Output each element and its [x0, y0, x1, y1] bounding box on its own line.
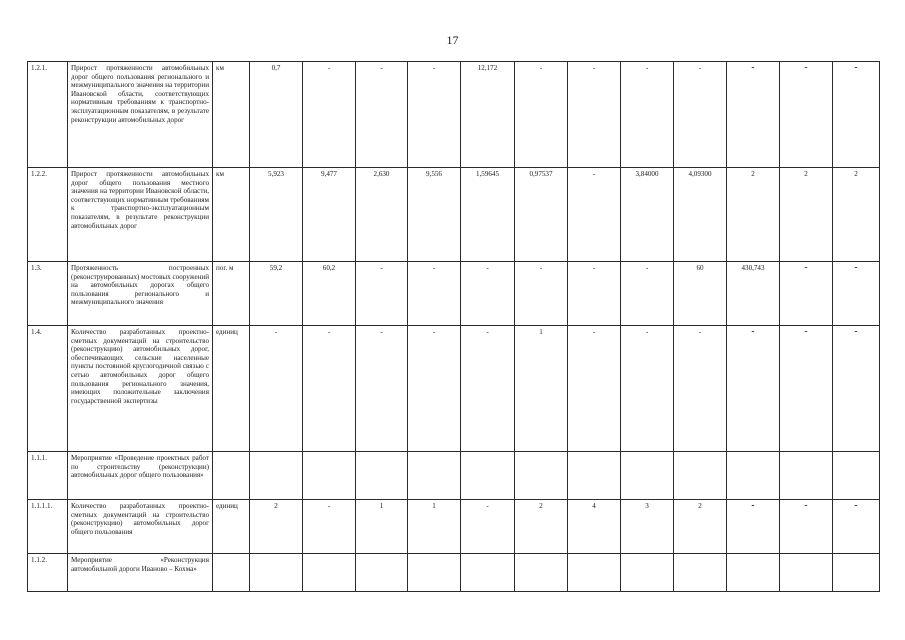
value-cell — [303, 554, 356, 592]
row-number-cell: 1.1.1.1. — [28, 500, 68, 554]
value-cell: 2 — [250, 500, 303, 554]
value-cell — [408, 452, 461, 500]
value-cell: 2 — [780, 168, 833, 262]
value-cell: - — [727, 62, 780, 168]
value-cell: - — [780, 500, 833, 554]
value-cell — [674, 452, 727, 500]
indicator-description-cell: Прирост протяженности автомобильных дорог общего пользования регионального и межмуниципального значения на территории Ивановской области, соответствующих нормативным требованиям к транспортно-эксплуатационным показателям, в результате реконструкции автомобильных дорог — [68, 62, 213, 168]
value-cell: - — [408, 326, 461, 452]
value-cell: 2 — [727, 168, 780, 262]
table-row — [28, 168, 880, 262]
value-cell: - — [356, 62, 408, 168]
value-cell: - — [356, 326, 408, 452]
value-cell: - — [250, 326, 303, 452]
value-cell: - — [833, 500, 880, 554]
value-cell: 4 — [568, 500, 621, 554]
unit-cell: единиц — [213, 326, 250, 452]
value-cell: - — [303, 326, 356, 452]
value-cell: - — [568, 262, 621, 326]
indicator-description-cell: Количество разработанных проектно-сметных документаций на строительство (реконструкцию) автомобильных дорог общего пользования — [68, 500, 213, 554]
indicators-table — [27, 61, 880, 592]
unit-cell — [213, 554, 250, 592]
value-cell: - — [833, 262, 880, 326]
value-cell: - — [621, 326, 674, 452]
indicator-description-cell: Протяженность построенных (реконструированных) мостовых сооружений на автомобильных дорогах общего пользования регионального и межмуниципального значения — [68, 262, 213, 326]
value-cell — [356, 452, 408, 500]
value-cell — [833, 554, 880, 592]
value-cell: 1,59645 — [461, 168, 515, 262]
value-cell: 12,172 — [461, 62, 515, 168]
table-row — [28, 452, 880, 500]
value-cell: - — [674, 326, 727, 452]
value-cell — [250, 452, 303, 500]
value-cell: - — [833, 326, 880, 452]
indicator-description-cell: Количество разработанных проектно-сметных документаций на строительство (реконструкцию) автомобильных дорог, обеспечивающих сельские населенные пункты постоянной круглогодичной связью с сетью автомобильных дорог общего пользования регионального значения, имеющих положительные заключения государственной экспертизы — [68, 326, 213, 452]
value-cell: - — [303, 62, 356, 168]
table-row — [28, 262, 880, 326]
unit-cell — [213, 452, 250, 500]
value-cell: 1 — [356, 500, 408, 554]
value-cell: 9,477 — [303, 168, 356, 262]
table-row — [28, 62, 880, 168]
value-cell — [674, 554, 727, 592]
value-cell: 0,97537 — [515, 168, 568, 262]
value-cell — [780, 554, 833, 592]
value-cell: 2 — [674, 500, 727, 554]
unit-cell: км — [213, 62, 250, 168]
value-cell: - — [568, 326, 621, 452]
value-cell: 2 — [833, 168, 880, 262]
value-cell — [250, 554, 303, 592]
value-cell — [515, 554, 568, 592]
value-cell: - — [727, 326, 780, 452]
value-cell: 430,743 — [727, 262, 780, 326]
row-number-cell: 1.4. — [28, 326, 68, 452]
value-cell: - — [621, 62, 674, 168]
value-cell: 2 — [515, 500, 568, 554]
value-cell — [833, 452, 880, 500]
row-number-cell: 1.1.2. — [28, 554, 68, 592]
value-cell: 60,2 — [303, 262, 356, 326]
value-cell: - — [780, 262, 833, 326]
value-cell: 2,630 — [356, 168, 408, 262]
value-cell — [515, 452, 568, 500]
value-cell: - — [674, 62, 727, 168]
value-cell: - — [408, 262, 461, 326]
page-number: 17 — [446, 33, 459, 47]
value-cell: - — [780, 326, 833, 452]
value-cell: - — [568, 62, 621, 168]
value-cell — [621, 554, 674, 592]
value-cell: - — [303, 500, 356, 554]
value-cell: 59,2 — [250, 262, 303, 326]
row-number-cell: 1.3. — [28, 262, 68, 326]
unit-cell: пог. м — [213, 262, 250, 326]
value-cell: - — [408, 62, 461, 168]
value-cell — [727, 554, 780, 592]
value-cell: - — [515, 62, 568, 168]
value-cell — [461, 452, 515, 500]
value-cell — [461, 554, 515, 592]
value-cell: - — [727, 500, 780, 554]
value-cell — [568, 554, 621, 592]
table-row — [28, 326, 880, 452]
value-cell: - — [621, 262, 674, 326]
value-cell: 0,7 — [250, 62, 303, 168]
value-cell — [727, 452, 780, 500]
indicator-description-cell: Прирост протяженности автомобильных дорог общего пользования местного значения на территории Ивановской области, соответствующих нормативным требованиям к транспортно-эксплуатационным показателям, в результате реконструкции автомобильных дорог — [68, 168, 213, 262]
value-cell: 1 — [515, 326, 568, 452]
value-cell: 5,923 — [250, 168, 303, 262]
value-cell — [780, 452, 833, 500]
value-cell: 3 — [621, 500, 674, 554]
value-cell: - — [461, 326, 515, 452]
indicator-description-cell: Мероприятие «Проведение проектных работ по строительству (реконструкции) автомобильных дорог общего пользования» — [68, 452, 213, 500]
unit-cell: км — [213, 168, 250, 262]
row-number-cell: 1.2.1. — [28, 62, 68, 168]
value-cell: 3,84000 — [621, 168, 674, 262]
value-cell: - — [461, 500, 515, 554]
value-cell — [356, 554, 408, 592]
value-cell: 9,556 — [408, 168, 461, 262]
table-row — [28, 554, 880, 592]
value-cell: 60 — [674, 262, 727, 326]
value-cell: - — [461, 262, 515, 326]
value-cell — [621, 452, 674, 500]
unit-cell: единиц — [213, 500, 250, 554]
value-cell: - — [568, 168, 621, 262]
value-cell: - — [515, 262, 568, 326]
value-cell — [303, 452, 356, 500]
indicator-description-cell: Мероприятие «Реконструкция автомобильной дороги Иваново – Кохма» — [68, 554, 213, 592]
value-cell: 1 — [408, 500, 461, 554]
table-row — [28, 500, 880, 554]
value-cell: - — [833, 62, 880, 168]
row-number-cell: 1.2.2. — [28, 168, 68, 262]
value-cell — [568, 452, 621, 500]
row-number-cell: 1.1.1. — [28, 452, 68, 500]
value-cell: - — [356, 262, 408, 326]
value-cell: 4,09300 — [674, 168, 727, 262]
value-cell: - — [780, 62, 833, 168]
value-cell — [408, 554, 461, 592]
